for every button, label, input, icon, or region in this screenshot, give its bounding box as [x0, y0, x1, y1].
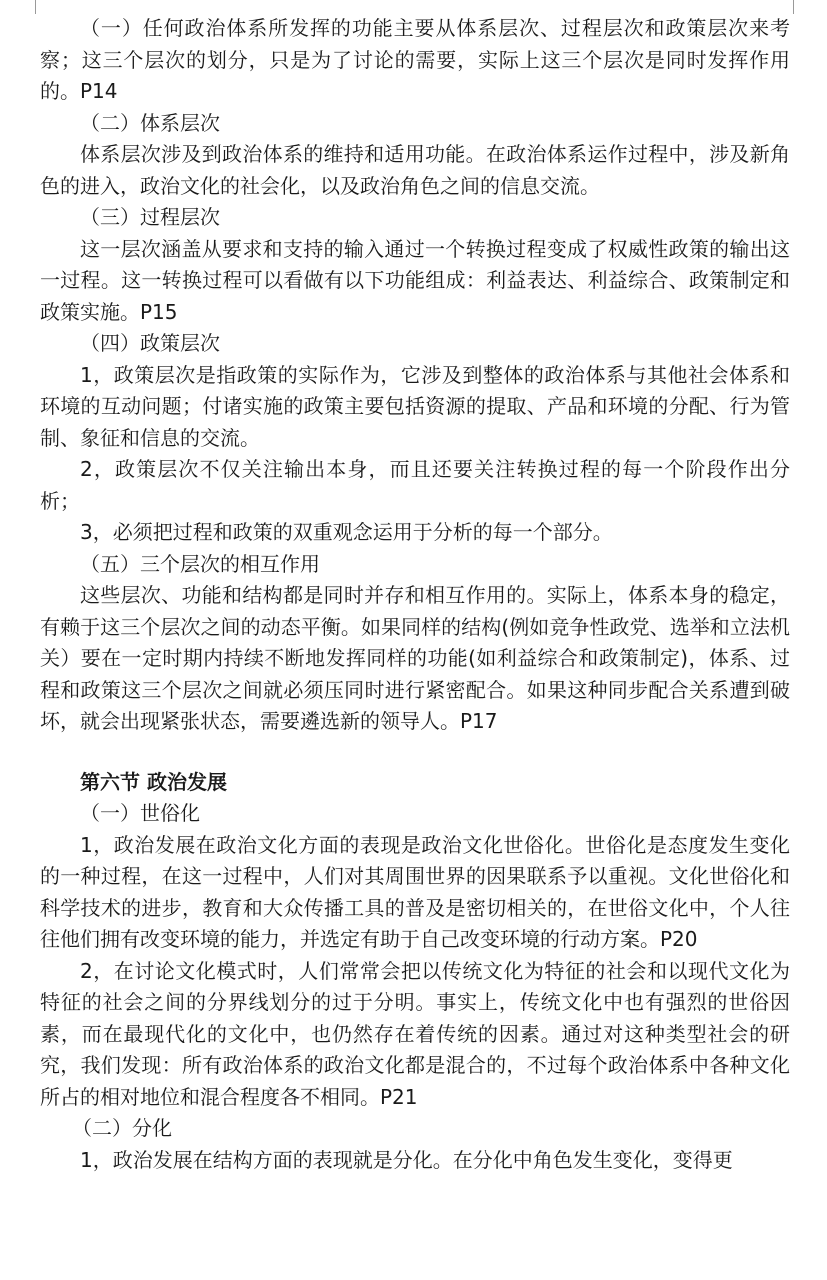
paragraph: 1，政策层次是指政策的实际作为，它涉及到整体的政治体系与其他社会体系和环境的互动问题；付诸实施的政策主要包括资源的提取、产品和环境的分配、行为管制、象征和信息的交流。 — [40, 362, 790, 450]
paragraph: 体系层次涉及到政治体系的维持和适用功能。在政治体系运作过程中，涉及新角色的进入，政治文化的社会化，以及政治角色之间的信息交流。 — [40, 142, 790, 198]
section-spacer — [40, 738, 790, 767]
paragraph: （一）任何政治体系所发挥的功能主要从体系层次、过程层次和政策层次来考察；这三个层次的划分，只是为了讨论的需要，实际上这三个层次是同时发挥作用的。P14 — [40, 16, 790, 103]
subsection-heading: （一）世俗化 — [80, 801, 200, 825]
subsection-heading: （二）体系层次 — [80, 110, 220, 135]
paragraph: 3，必须把过程和政策的双重观念运用于分析的每一个部分。 — [80, 520, 613, 544]
subsection-heading: （三）过程层次 — [80, 205, 220, 229]
paragraph: 这一层次涵盖从要求和支持的输入通过一个转换过程变成了权威性政策的输出这一过程。这一转换过程可以看做有以下功能组成：利益表达、利益综合、政策制定和政策实施。P15 — [40, 236, 790, 324]
subsection-heading: （五）三个层次的相互作用 — [80, 551, 320, 576]
paragraph: 1，政治发展在结构方面的表现就是分化。在分化中角色发生变化，变得更 — [80, 1147, 733, 1172]
paragraph: 2，在讨论文化模式时，人们常常会把以传统文化为特征的社会和以现代文化为特征的社会之间的分界线划分的过于分明。事实上，传统文化中也有强烈的世俗因素，而在最现代化的文化中，也仍然存在着传统的因素。通过对这种类型社会的研究，我们发现：所有政治体系的政治文化都是混合的，不过每个政治体系中各种文化所占的相对地位和混合程度各不相同。P21 — [40, 958, 790, 1109]
subsection-heading: （四）政策层次 — [80, 331, 220, 355]
subsection-heading: （二）分化 — [72, 1116, 172, 1140]
page-corner-mark-left — [35, 0, 36, 14]
section-title: 第六节 政治发展 — [80, 769, 227, 794]
document-body — [40, 13, 790, 1176]
page-corner-mark-right — [793, 0, 794, 14]
paragraph: 1，政治发展在政治文化方面的表现是政治文化世俗化。世俗化是态度发生变化的一种过程，在这一过程中，人们对其周围世界的因果联系予以重视。文化世俗化和科学技术的进步，教育和大众传播工具的普及是密切相关的，在世俗文化中，个人往往他们拥有改变环境的能力，并选定有助于自己改变环境的行动方案。P20 — [40, 832, 790, 951]
paragraph: 这些层次、功能和结构都是同时并存和相互作用的。实际上，体系本身的稳定，有赖于这三个层次之间的动态平衡。如果同样的结构(例如竞争性政党、选举和立法机关）要在一定时期内持续不断地发挥同样的功能(如利益综合和政策制定)，体系、过程和政策这三个层次之间就必须压同时进行紧密配合。如果这种同步配合关系遭到破坏，就会出现紧张状态，需要遴选新的领导人。P17 — [40, 583, 790, 733]
paragraph: 2，政策层次不仅关注输出本身，而且还要关注转换过程的每一个阶段作出分析； — [40, 457, 790, 513]
